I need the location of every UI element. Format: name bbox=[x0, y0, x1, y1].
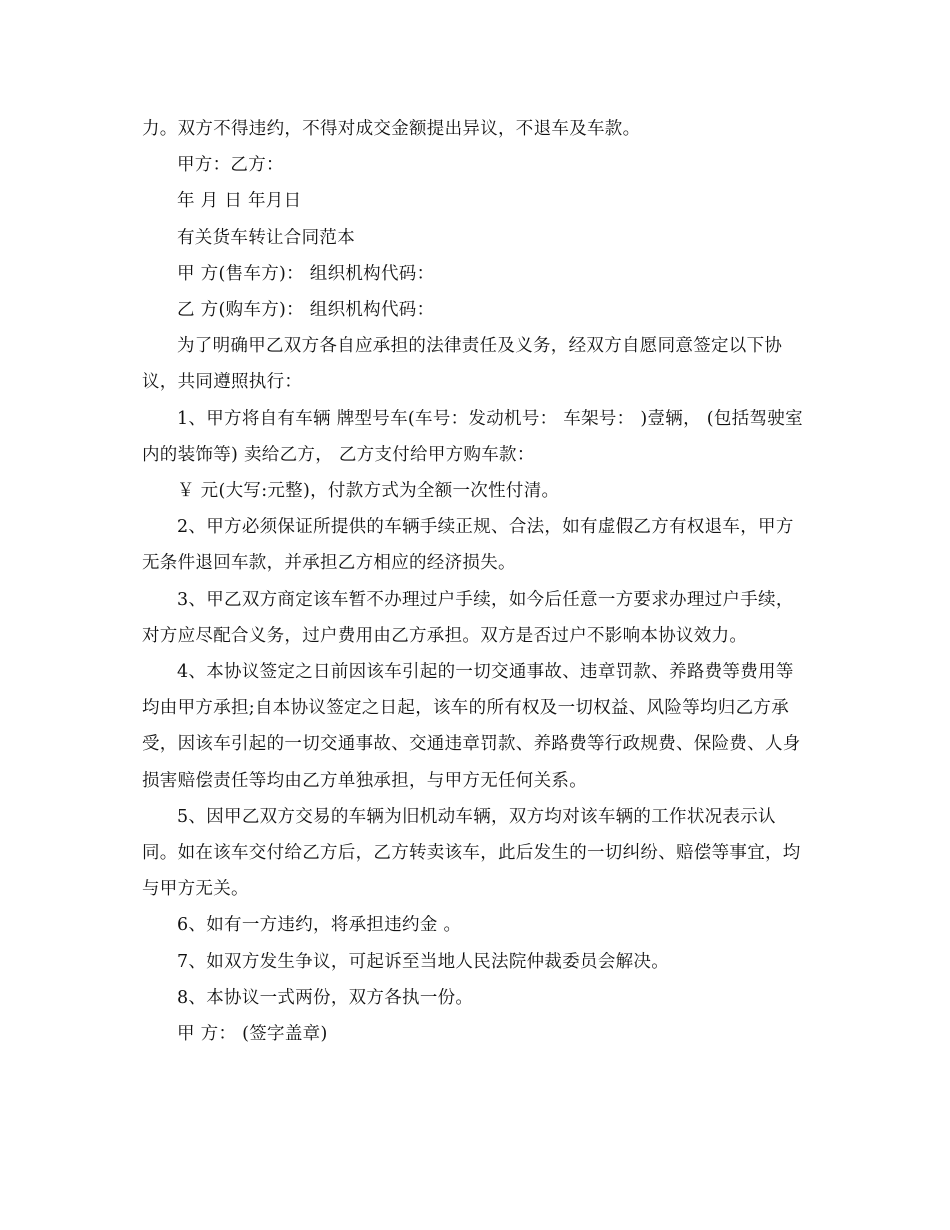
party-a-line: 甲 方(售车方)： 组织机构代码： bbox=[177, 263, 435, 284]
clause-8: 8、本协议一式两份，双方各执一份。 bbox=[177, 987, 474, 1008]
payment-amount-line: ￥ 元(大写:元整)，付款方式为全额一次性付清。 bbox=[177, 481, 560, 502]
clause-2: 2、甲方必须保证所提供的车辆手续正规、合法，如有虚假乙方有权退车，甲方无条件退回车款，并承担乙方相应的经济损失。 bbox=[142, 517, 794, 574]
paragraph-continuation: 力。双方不得违约，不得对成交金额提出异议，不退车及车款。 bbox=[142, 119, 641, 139]
preamble-paragraph: 为了明确甲乙双方各自应承担的法律责任及义务，经双方自愿同意签定以下协议，共同遵照执行： bbox=[142, 336, 783, 393]
clause-5: 5、因甲乙双方交易的车辆为旧机动车辆，双方均对该车辆的工作状况表示认同。如在该车交付给乙方后，乙方转卖该车，此后发生的一切纠纷、赔偿等事宜，均与甲方无关。 bbox=[142, 806, 801, 900]
party-a-signature-line: 甲 方： (签字盖章) bbox=[177, 1024, 328, 1045]
contract-title: 有关货车转让合同范本 bbox=[177, 227, 355, 248]
clause-7: 7、如双方发生争议，可起诉至当地人民法院仲裁委员会解决。 bbox=[177, 951, 670, 972]
clause-3: 3、甲乙双方商定该车暂不办理过户手续，如今后任意一方要求办理过户手续，对方应尽配合义务，过户费用由乙方承担。双方是否过户不影响本协议效力。 bbox=[142, 589, 794, 646]
clause-4: 4、本协议签定之日前因该车引起的一切交通事故、违章罚款、养路费等费用等均由甲方承担;自本协议签定之日起，该车的所有权及一切权益、风险等均归乙方承受，因该车引起的一切交通事故、交通违章罚款、养路费等行政规费、保险费、人身损害赔偿责任等均由乙方单独承担，与甲方无任何关系。 bbox=[142, 662, 801, 791]
clause-6: 6、如有一方违约，将承担违约金 。 bbox=[177, 915, 462, 936]
signature-parties-line: 甲方：乙方： bbox=[177, 155, 284, 176]
document-body bbox=[142, 111, 810, 1052]
signature-date-line: 年 月 日 年月日 bbox=[177, 191, 302, 212]
clause-1: 1、甲方将自有车辆 牌型号车(车号：发动机号： 车架号： )壹辆， (包括驾驶室内的装饰等) 卖给乙方， 乙方支付给甲方购车款： bbox=[142, 408, 803, 465]
party-b-line: 乙 方(购车方)： 组织机构代码： bbox=[177, 300, 435, 321]
